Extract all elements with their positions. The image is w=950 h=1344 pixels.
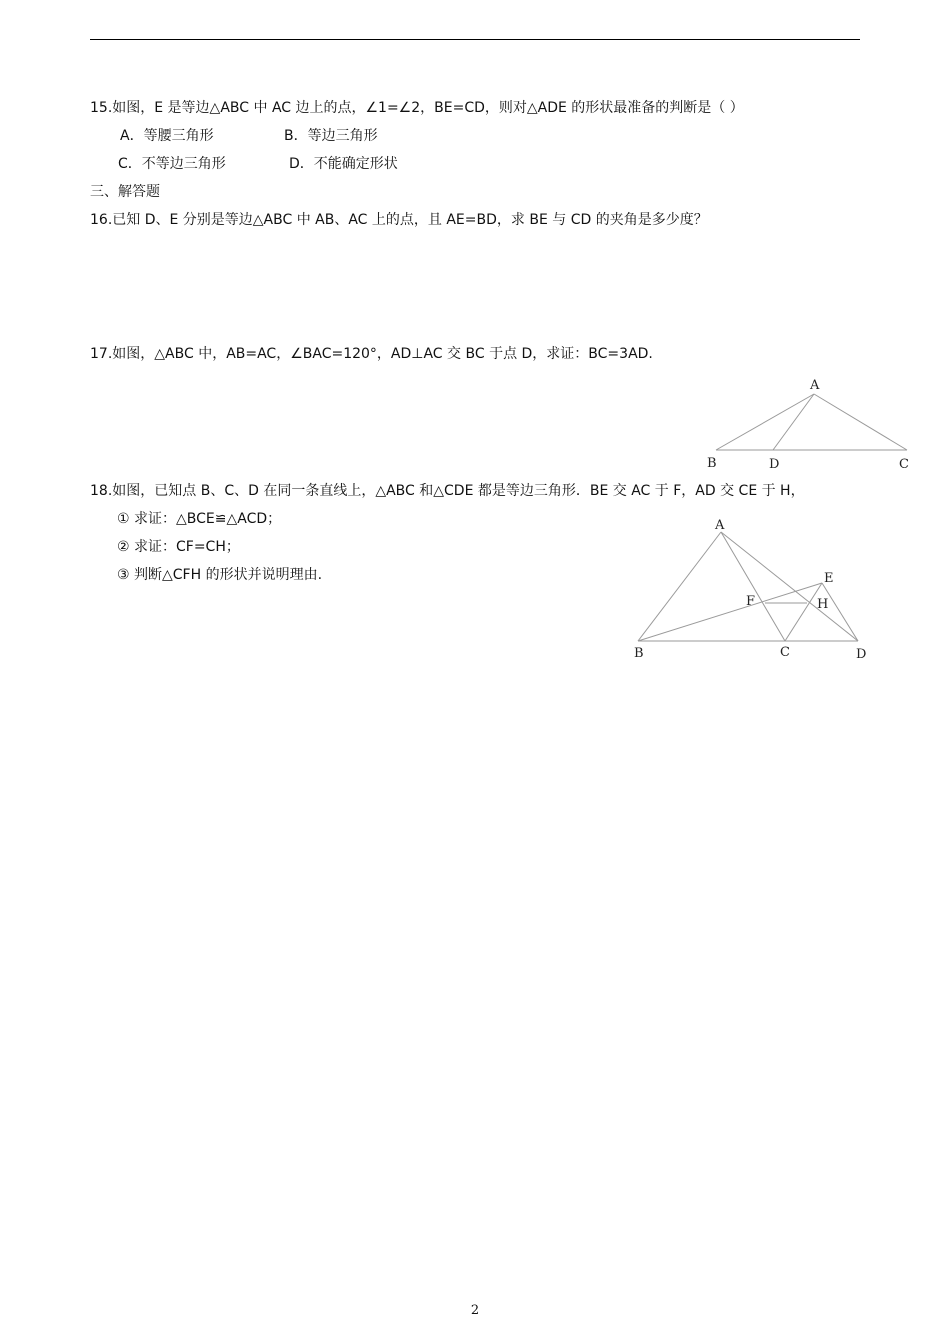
q17-label-a: A (810, 378, 820, 393)
q18-label-a: A (715, 518, 725, 533)
q18-segment-ce (785, 583, 822, 641)
q18-stem: 18.如图，已知点 B、C、D 在同一条直线上，△ABC 和△CDE 都是等边三角形．BE 交 AC 于 F，AD 交 CE 于 H， (90, 483, 805, 499)
q16-stem: 16.已知 D、E 分别是等边△ABC 中 AB、AC 上的点，且 AE=BD，求 BE 与 CD 的夹角是多少度？ (90, 212, 708, 228)
q18-label-c: C (780, 645, 790, 660)
q18-figure (625, 512, 875, 662)
q15-option-c: C．不等边三角形 (118, 156, 226, 172)
q17-segment-ac (814, 394, 907, 450)
q15-stem: 15.如图，E 是等边△ABC 中 AC 边上的点，∠1=∠2，BE=CD，则对△ADE 的形状最准备的判断是（ ） (90, 100, 744, 116)
q17-segment-ad (773, 394, 814, 450)
q18-segment-ab (638, 532, 721, 641)
q17-label-b: B (707, 456, 717, 471)
q18-segment-be (638, 583, 822, 641)
q15-option-d: D．不能确定形状 (289, 156, 398, 172)
q18-segment-ad (721, 532, 858, 641)
q17-figure (700, 372, 920, 472)
q18-label-f: F (746, 594, 756, 609)
q18-label-e: E (824, 571, 834, 586)
q18-label-h: H (817, 597, 829, 612)
q18-segment-ed (822, 583, 858, 641)
header-rule (90, 39, 860, 40)
q18-part3: ③ 判断△CFH 的形状并说明理由. (117, 567, 323, 583)
q18-label-b: B (634, 646, 644, 661)
q18-part2: ② 求证：CF=CH； (117, 539, 240, 555)
q18-segment-ac (721, 532, 785, 641)
q17-segment-ab (716, 394, 814, 450)
q17-label-c: C (899, 457, 909, 472)
q17-stem: 17.如图，△ABC 中，AB=AC，∠BAC=120°，AD⊥AC 交 BC 于点 D，求证：BC=3AD. (90, 346, 653, 362)
q15-option-b: B．等边三角形 (284, 128, 378, 144)
q18-part1: ① 求证：△BCE≌△ACD； (117, 511, 282, 527)
section-title: 三、解答题 (90, 184, 160, 200)
q17-label-d: D (769, 457, 780, 472)
q15-option-a: A．等腰三角形 (120, 128, 214, 144)
q18-label-d: D (856, 647, 867, 662)
page-number: 2 (470, 1303, 480, 1318)
